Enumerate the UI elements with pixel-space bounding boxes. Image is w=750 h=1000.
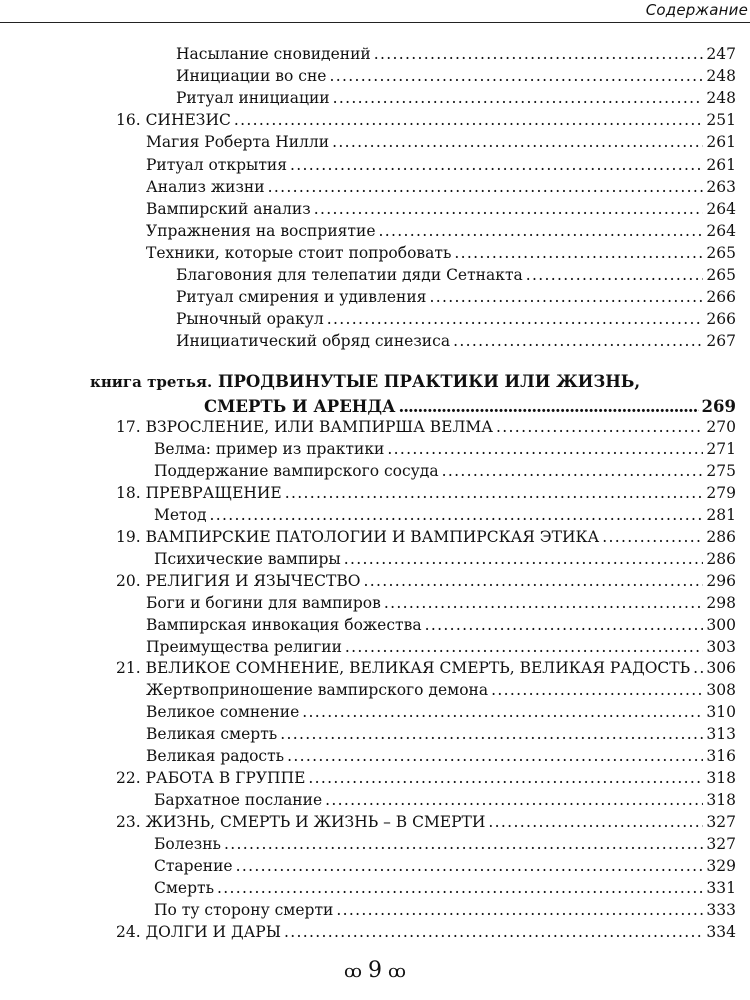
toc-entry[interactable] bbox=[146, 681, 736, 703]
toc-entry-title: Болезнь bbox=[154, 835, 221, 854]
toc-entry-page: 261 bbox=[706, 155, 736, 174]
toc-entry-page: 329 bbox=[706, 857, 736, 875]
toc-entry-page: 318 bbox=[706, 769, 736, 788]
dot-leader bbox=[217, 879, 703, 897]
book-page-number: 269 bbox=[701, 397, 736, 416]
toc-entry-title: Магия Роберта Нилли bbox=[146, 133, 330, 152]
toc-entry[interactable] bbox=[116, 111, 736, 133]
toc-entry-title: Бархатное послание bbox=[154, 791, 323, 810]
dot-leader bbox=[454, 244, 703, 262]
dot-leader bbox=[429, 288, 703, 306]
toc-entry-title: 18. ПРЕВРАЩЕНИЕ bbox=[116, 483, 282, 502]
toc-entry-page: 267 bbox=[706, 332, 736, 351]
toc-entry-title: Ритуал инициации bbox=[176, 89, 330, 108]
toc-entry[interactable] bbox=[176, 89, 736, 111]
toc-entry[interactable] bbox=[154, 835, 736, 857]
book-title-line2: СМЕРТЬ И АРЕНДА bbox=[204, 397, 396, 416]
toc-entry-title: Психические вампиры bbox=[154, 549, 341, 568]
toc-entry-page: 300 bbox=[706, 615, 736, 634]
toc-entry-title: Велма: пример из практики bbox=[154, 439, 385, 458]
dot-leader bbox=[374, 45, 704, 63]
toc-entry[interactable] bbox=[116, 484, 736, 506]
dot-leader bbox=[280, 725, 703, 743]
dot-leader bbox=[344, 550, 704, 568]
toc-entry-page: 264 bbox=[706, 199, 736, 218]
toc-entry[interactable] bbox=[116, 923, 736, 945]
toc-entry-title: 17. ВЗРОСЛЕНИЕ, ИЛИ ВАМПИРША ВЕЛМА bbox=[116, 418, 494, 436]
toc-entry-page: 265 bbox=[706, 266, 736, 284]
toc-entry-page: 331 bbox=[706, 878, 736, 897]
toc-entry[interactable] bbox=[146, 133, 736, 155]
dot-leader bbox=[268, 178, 704, 196]
toc-entry-page: 266 bbox=[706, 310, 736, 329]
toc-entry-page: 286 bbox=[706, 549, 736, 568]
dot-leader bbox=[398, 397, 698, 416]
toc-entry-page: 265 bbox=[706, 243, 736, 262]
dot-leader bbox=[290, 156, 703, 174]
toc-entry-title: Смерть bbox=[154, 878, 215, 897]
toc-entry-title: 22. РАБОТА В ГРУППЕ bbox=[116, 769, 306, 788]
dot-leader bbox=[333, 89, 704, 107]
toc-entry-page: 286 bbox=[706, 527, 736, 546]
toc-entry-page: 306 bbox=[706, 659, 736, 678]
toc-entry-page: 270 bbox=[706, 418, 736, 436]
toc-entry-page: 248 bbox=[706, 67, 736, 86]
toc-entry-page: 275 bbox=[706, 461, 736, 480]
dot-leader bbox=[693, 659, 703, 677]
toc-entry-title: Благовония для телепатии дяди Сетнакта bbox=[176, 266, 523, 284]
dot-leader bbox=[224, 835, 703, 853]
page-number: 9 bbox=[368, 958, 382, 983]
toc-entry[interactable] bbox=[154, 857, 736, 879]
toc-entry[interactable] bbox=[146, 200, 736, 222]
book-heading bbox=[90, 372, 640, 391]
dot-leader bbox=[384, 594, 704, 612]
toc-entry-title: Великое сомнение bbox=[146, 703, 300, 722]
toc-entry[interactable] bbox=[154, 901, 736, 923]
toc-entry-page: 281 bbox=[706, 505, 736, 524]
toc-entry-title: Жертвоприношение вампирского демона bbox=[146, 681, 489, 700]
toc-entry-title: 24. ДОЛГИ И ДАРЫ bbox=[116, 922, 281, 941]
toc-entry[interactable] bbox=[146, 244, 736, 266]
toc-entry[interactable] bbox=[154, 462, 736, 484]
dot-leader bbox=[236, 857, 704, 875]
toc-entry-page: 327 bbox=[706, 813, 736, 832]
toc-entry-title: Вампирская инвокация божества bbox=[146, 615, 422, 634]
toc-entry-title: Анализ жизни bbox=[146, 177, 265, 196]
toc-entry-page: 248 bbox=[706, 89, 736, 108]
dot-leader bbox=[308, 769, 703, 787]
dot-leader bbox=[285, 484, 704, 502]
book-prefix: книга третья. bbox=[90, 373, 213, 391]
dot-leader bbox=[526, 266, 704, 284]
toc-entry[interactable] bbox=[146, 156, 736, 178]
toc-entry-title: 23. ЖИЗНЬ, СМЕРТЬ И ЖИЗНЬ – В СМЕРТИ bbox=[116, 813, 486, 832]
dot-leader bbox=[602, 528, 703, 546]
toc-entry[interactable] bbox=[146, 178, 736, 200]
toc-entry-title: Метод bbox=[154, 505, 207, 524]
toc-entry-title: Великая смерть bbox=[146, 725, 278, 744]
toc-entry[interactable] bbox=[176, 310, 736, 332]
dot-leader bbox=[284, 923, 703, 941]
toc-entry[interactable] bbox=[176, 45, 736, 67]
toc-entry[interactable] bbox=[116, 813, 736, 835]
toc-entry-page: 271 bbox=[706, 439, 736, 458]
toc-entry-title: 20. РЕЛИГИЯ И ЯЗЫЧЕСТВО bbox=[116, 571, 361, 590]
toc-entry[interactable] bbox=[176, 266, 736, 288]
toc-entry-page: 247 bbox=[706, 45, 736, 63]
dot-leader bbox=[363, 572, 703, 590]
toc-entry-page: 316 bbox=[706, 747, 736, 766]
toc-entry[interactable] bbox=[116, 572, 736, 594]
toc-entry[interactable] bbox=[176, 288, 736, 310]
toc-entry-title: Рыночный оракул bbox=[176, 310, 324, 329]
toc-entry-page: 308 bbox=[706, 681, 736, 700]
dot-leader bbox=[491, 681, 703, 699]
toc-entry-title: 19. ВАМПИРСКИЕ ПАТОЛОГИИ И ВАМПИРСКАЯ ЭТИКА bbox=[116, 527, 600, 546]
toc-entry-title: Инициации во сне bbox=[176, 67, 327, 86]
toc-entry-title: Великая радость bbox=[146, 747, 285, 766]
toc-entry-title: 21. ВЕЛИКОЕ СОМНЕНИЕ, ВЕЛИКАЯ СМЕРТЬ, ВЕЛИКАЯ РАДОСТЬ bbox=[116, 659, 691, 678]
dot-leader bbox=[325, 791, 703, 809]
toc-entry[interactable] bbox=[146, 747, 736, 769]
toc-entry-title: Поддержание вампирского сосуда bbox=[154, 461, 439, 480]
page-folio bbox=[0, 958, 750, 983]
toc-entry-page: 279 bbox=[706, 483, 736, 502]
toc-entry-title: 16. СИНЕЗИС bbox=[116, 111, 231, 130]
toc-entry-page: 318 bbox=[706, 791, 736, 810]
dot-leader bbox=[442, 462, 704, 480]
dot-leader bbox=[379, 222, 704, 240]
toc-entry[interactable] bbox=[146, 594, 736, 616]
toc-entry-page: 298 bbox=[706, 593, 736, 612]
toc-entry[interactable] bbox=[154, 550, 736, 572]
toc-entry-page: 334 bbox=[706, 922, 736, 941]
toc-entry[interactable] bbox=[176, 67, 736, 89]
book-title-line1: ПРОДВИНУТЫЕ ПРАКТИКИ ИЛИ ЖИЗНЬ, bbox=[217, 372, 641, 391]
dot-leader bbox=[387, 440, 703, 458]
toc-entry-title: Ритуал смирения и удивления bbox=[176, 288, 427, 307]
toc-entry-title: Преимущества религии bbox=[146, 637, 342, 656]
toc-entry-page: 264 bbox=[706, 221, 736, 240]
toc-entry-page: 303 bbox=[706, 637, 736, 656]
toc-entry-title: Насылание сновидений bbox=[176, 45, 371, 63]
toc-entry-page: 296 bbox=[706, 571, 736, 590]
left-ornament-icon: ꝏ bbox=[344, 961, 362, 982]
dot-leader bbox=[425, 616, 704, 634]
dot-leader bbox=[287, 747, 703, 765]
toc-entry-title: Техники, которые стоит попробовать bbox=[146, 243, 452, 262]
toc-entry-title: Инициатический обряд синезиса bbox=[176, 332, 451, 351]
toc-entry-title: Упражнения на восприятие bbox=[146, 221, 376, 240]
toc-entry[interactable] bbox=[116, 659, 736, 681]
dot-leader bbox=[336, 901, 703, 919]
dot-leader bbox=[314, 200, 704, 218]
toc-entry[interactable] bbox=[154, 440, 736, 462]
toc-entry-page: 261 bbox=[706, 133, 736, 152]
book-heading-line2[interactable] bbox=[204, 397, 736, 419]
toc-entry-page: 266 bbox=[706, 288, 736, 307]
toc-entry[interactable] bbox=[116, 528, 736, 550]
toc-entry-page: 333 bbox=[706, 900, 736, 919]
toc-entry-page: 327 bbox=[706, 835, 736, 854]
dot-leader bbox=[453, 332, 703, 350]
toc-entry-title: По ту сторону смерти bbox=[154, 900, 334, 919]
toc-entry-page: 251 bbox=[706, 111, 736, 130]
dot-leader bbox=[329, 67, 703, 85]
toc-entry-page: 263 bbox=[706, 177, 736, 196]
dot-leader bbox=[234, 111, 704, 129]
toc-entry[interactable] bbox=[146, 725, 736, 747]
dot-leader bbox=[488, 813, 703, 831]
dot-leader bbox=[332, 133, 703, 151]
toc-entry[interactable] bbox=[116, 418, 736, 440]
running-head-title: Содержание bbox=[645, 1, 748, 19]
toc-entry[interactable] bbox=[146, 638, 736, 660]
dot-leader bbox=[345, 638, 703, 656]
toc-entry[interactable] bbox=[154, 791, 736, 813]
toc-entry[interactable] bbox=[146, 616, 736, 638]
toc-entry-title: Старение bbox=[154, 857, 233, 875]
toc-entry[interactable] bbox=[154, 506, 736, 528]
toc-entry-title: Ритуал открытия bbox=[146, 155, 288, 174]
right-ornament-icon: ꝏ bbox=[388, 961, 406, 982]
dot-leader bbox=[496, 418, 703, 436]
toc-entry[interactable] bbox=[116, 769, 736, 791]
dot-leader bbox=[302, 703, 703, 721]
toc-entry[interactable] bbox=[176, 332, 736, 354]
toc-entry[interactable] bbox=[146, 703, 736, 725]
toc-entry-page: 313 bbox=[706, 725, 736, 744]
toc-entry-page: 310 bbox=[706, 703, 736, 722]
dot-leader bbox=[327, 310, 704, 328]
toc-entry[interactable] bbox=[146, 222, 736, 244]
toc-entry-title: Боги и богини для вампиров bbox=[146, 593, 381, 612]
toc-entry[interactable] bbox=[154, 879, 736, 901]
dot-leader bbox=[210, 506, 704, 524]
toc-entry-title: Вампирский анализ bbox=[146, 199, 311, 218]
